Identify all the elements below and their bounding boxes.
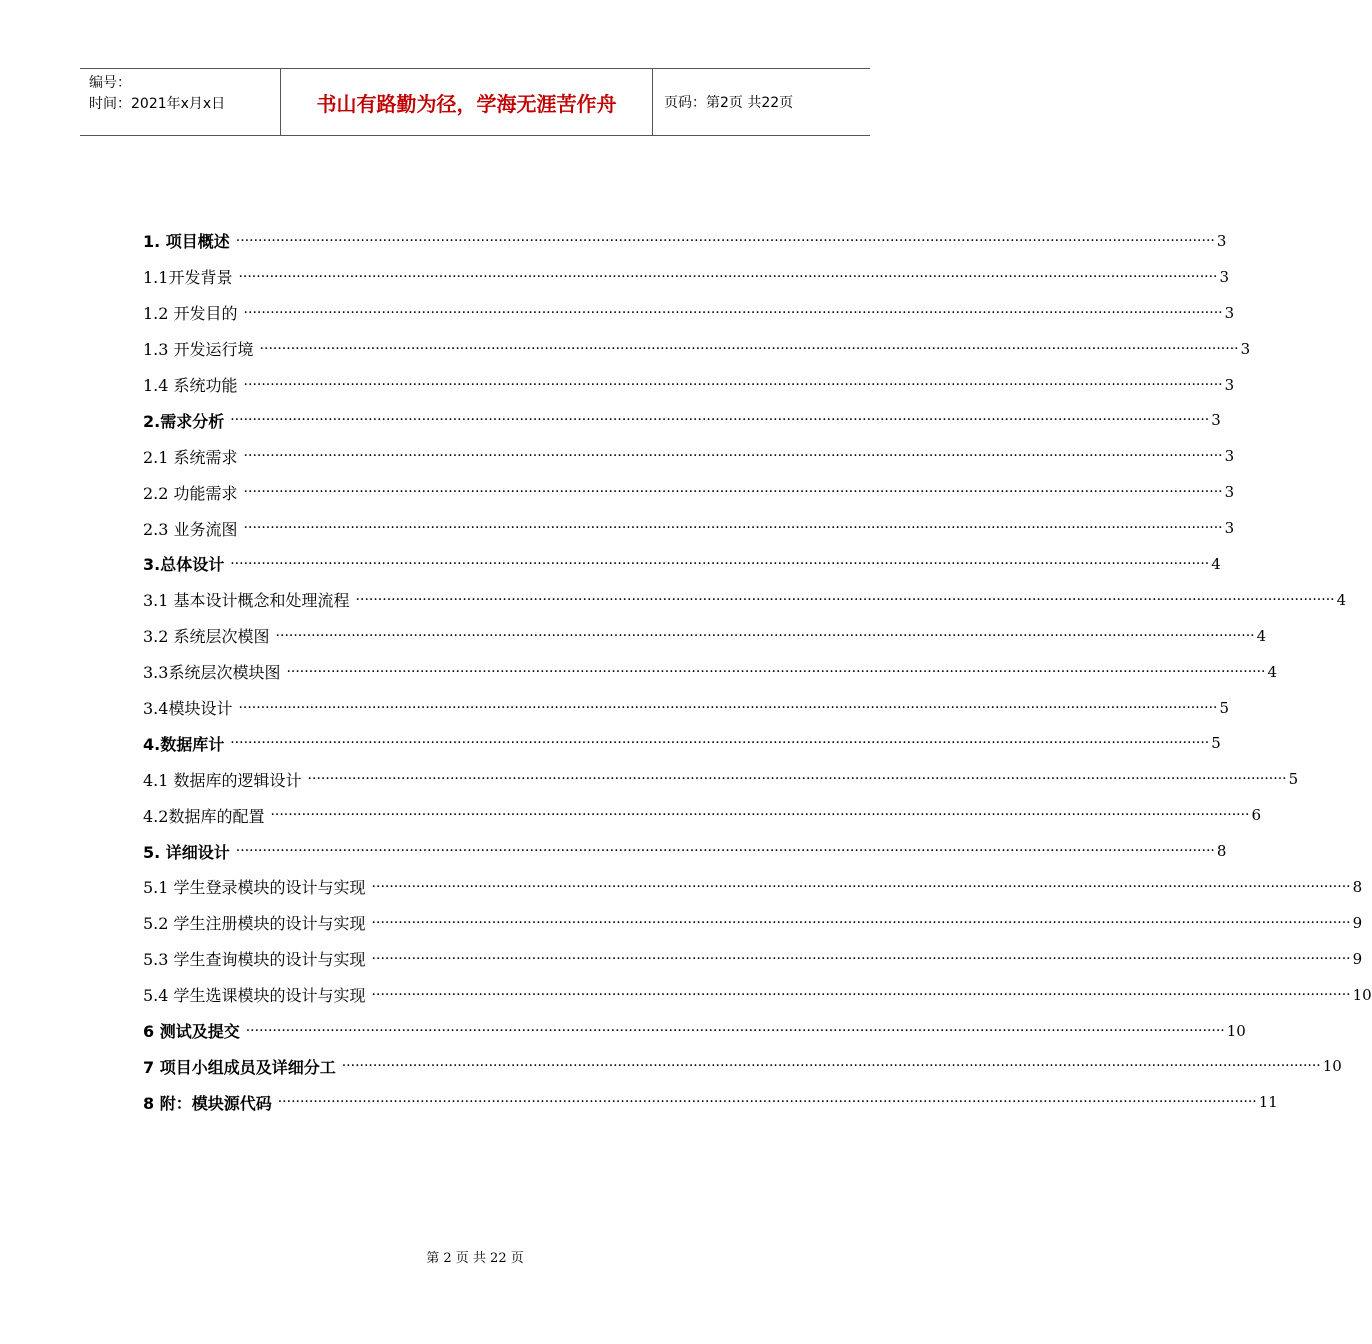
toc-entry	[143, 977, 1372, 1013]
toc-entry	[143, 905, 1363, 941]
toc-entry-page: 10	[1322, 1057, 1342, 1076]
toc-entry-page: 8	[1352, 877, 1363, 896]
toc-entry	[143, 223, 1227, 259]
toc-entry	[143, 546, 1221, 582]
toc-entry-title: 5.1 学生登录模块的设计与实现	[143, 878, 366, 898]
toc-entry-title: 1.2 开发目的	[143, 304, 238, 324]
toc-leader-dots: ····························································································································································································································	[277, 1094, 1257, 1111]
toc-entry-title: 1.1开发背景	[143, 268, 233, 288]
toc-entry-title: 8 附：模块源代码	[143, 1093, 272, 1113]
header-time: 时间：2021年x月x日	[89, 96, 226, 112]
toc-entry	[143, 833, 1227, 869]
toc-entry	[143, 259, 1230, 295]
toc-leader-dots: ····························································································································································································································	[245, 1022, 1225, 1039]
toc-entry-title: 3.总体设计	[143, 555, 225, 575]
toc-entry-page: 3	[1224, 447, 1235, 466]
toc-entry-title: 5.3 学生查询模块的设计与实现	[143, 950, 366, 970]
toc-entry-page: 3	[1240, 339, 1251, 358]
toc-entry	[143, 869, 1363, 905]
toc-entry-title: 2.3 业务流图	[143, 519, 238, 539]
toc-entry-title: 7 项目小组成员及详细分工	[143, 1057, 336, 1077]
header-motto: 书山有路勤为径，学海无涯苦作舟	[281, 69, 653, 135]
toc-entry-page: 9	[1352, 949, 1363, 968]
toc-entry-page: 5	[1211, 734, 1221, 753]
toc-entry-page: 3	[1219, 267, 1230, 286]
toc-entry	[143, 331, 1251, 367]
toc-entry-title: 3.4模块设计	[143, 699, 233, 719]
toc-leader-dots: ····························································································································································································································	[371, 950, 1351, 967]
toc-entry	[143, 1013, 1246, 1049]
toc-entry	[143, 941, 1363, 977]
toc-entry-page: 3	[1224, 303, 1235, 322]
toc-entry	[143, 1084, 1278, 1120]
toc-entry-title: 5. 详细设计	[143, 842, 230, 862]
toc-entry-title: 4.1 数据库的逻辑设计	[143, 770, 302, 790]
toc-entry-title: 1.4 系统功能	[143, 376, 238, 395]
toc-leader-dots: ····························································································································································································································	[238, 268, 1218, 285]
toc-entry	[143, 582, 1347, 618]
toc-entry-page: 8	[1216, 842, 1227, 861]
toc-entry-page: 10	[1226, 1021, 1246, 1040]
toc-entry-title: 3.2 系统层次模图	[143, 627, 270, 647]
toc-leader-dots: ····························································································································································································································	[307, 771, 1287, 788]
header-meta	[80, 69, 281, 135]
toc-leader-dots: ····························································································································································································································	[286, 663, 1266, 680]
toc-entry-title: 1.3 开发运行境	[143, 340, 254, 360]
toc-entry-title: 6 测试及提交	[143, 1022, 240, 1042]
toc-entry	[143, 654, 1278, 690]
header-page: 页码：第2页 共22页	[664, 95, 794, 111]
toc-entry-title: 3.1 基本设计概念和处理流程	[143, 591, 350, 611]
toc-entry	[143, 295, 1235, 331]
toc-leader-dots: ····························································································································································································································	[235, 843, 1215, 860]
toc-entry-page: 9	[1352, 913, 1363, 932]
toc-entry-title: 5.4 学生选课模块的设计与实现	[143, 986, 366, 1006]
toc-leader-dots: ····························································································································································································································	[341, 1058, 1321, 1075]
toc-entry-page: 11	[1258, 1093, 1278, 1112]
toc-entry	[143, 474, 1235, 510]
toc-entry	[143, 725, 1221, 761]
page-footer: 第 2 页 共 22 页	[426, 1251, 524, 1266]
toc-entry-page: 4	[1336, 590, 1347, 609]
toc-entry-title: 2.1 系统需求	[143, 447, 238, 467]
toc-entry-page: 3	[1224, 375, 1235, 394]
toc-entry-title: 3.3系统层次模块图	[143, 663, 281, 683]
toc-entry-title: 1. 项目概述	[143, 232, 230, 252]
page-header	[80, 68, 870, 136]
toc-entry	[143, 1048, 1342, 1084]
toc-entry-page: 6	[1251, 806, 1262, 825]
toc-leader-dots: ····························································································································································································································	[230, 412, 1210, 429]
toc-entry	[143, 690, 1230, 726]
toc-entry	[143, 510, 1235, 546]
toc-entry	[143, 367, 1235, 403]
toc-leader-dots: ····························································································································································································································	[259, 340, 1239, 357]
table-of-contents	[143, 223, 1372, 1120]
toc-entry-page: 3	[1216, 231, 1227, 250]
toc-entry	[143, 618, 1267, 654]
toc-entry-title: 2.需求分析	[143, 411, 225, 431]
toc-leader-dots: ····························································································································································································································	[371, 986, 1351, 1003]
toc-leader-dots: ····························································································································································································································	[235, 232, 1215, 249]
toc-entry-page: 4	[1267, 662, 1278, 681]
toc-leader-dots: ····························································································································································································································	[243, 484, 1223, 501]
toc-leader-dots: ····························································································································································································································	[243, 448, 1223, 465]
toc-entry	[143, 438, 1235, 474]
toc-entry-page: 3	[1224, 483, 1235, 502]
toc-entry	[143, 797, 1262, 833]
toc-leader-dots: ····························································································································································································································	[270, 807, 1250, 824]
toc-leader-dots: ····························································································································································································································	[243, 376, 1223, 393]
toc-leader-dots: ····························································································································································································································	[355, 591, 1335, 608]
toc-leader-dots: ····························································································································································································································	[243, 520, 1223, 537]
toc-entry-title: 5.2 学生注册模块的设计与实现	[143, 914, 366, 934]
toc-leader-dots: ····························································································································································································································	[243, 304, 1223, 321]
toc-entry-page: 3	[1224, 519, 1235, 538]
toc-entry-page: 5	[1288, 770, 1299, 789]
toc-entry-title: 4.2数据库的配置	[143, 806, 265, 826]
toc-leader-dots: ····························································································································································································································	[275, 627, 1255, 644]
toc-entry-page: 5	[1219, 698, 1230, 717]
toc-entry-page: 4	[1211, 554, 1221, 573]
toc-entry-title: 4.数据库计	[143, 734, 225, 754]
toc-entry	[143, 761, 1299, 797]
toc-leader-dots: ····························································································································································································································	[230, 735, 1210, 752]
toc-entry-page: 4	[1256, 626, 1267, 645]
toc-leader-dots: ····························································································································································································································	[238, 699, 1218, 716]
toc-entry	[143, 402, 1221, 438]
toc-leader-dots: ····························································································································································································································	[230, 555, 1210, 572]
toc-entry-title: 2.2 功能需求	[143, 483, 238, 503]
toc-entry-page: 10	[1352, 985, 1372, 1004]
toc-leader-dots: ····························································································································································································································	[371, 878, 1351, 895]
header-number: 编号：	[89, 75, 131, 91]
toc-entry-page: 3	[1211, 411, 1221, 430]
toc-leader-dots: ····························································································································································································································	[371, 914, 1351, 931]
